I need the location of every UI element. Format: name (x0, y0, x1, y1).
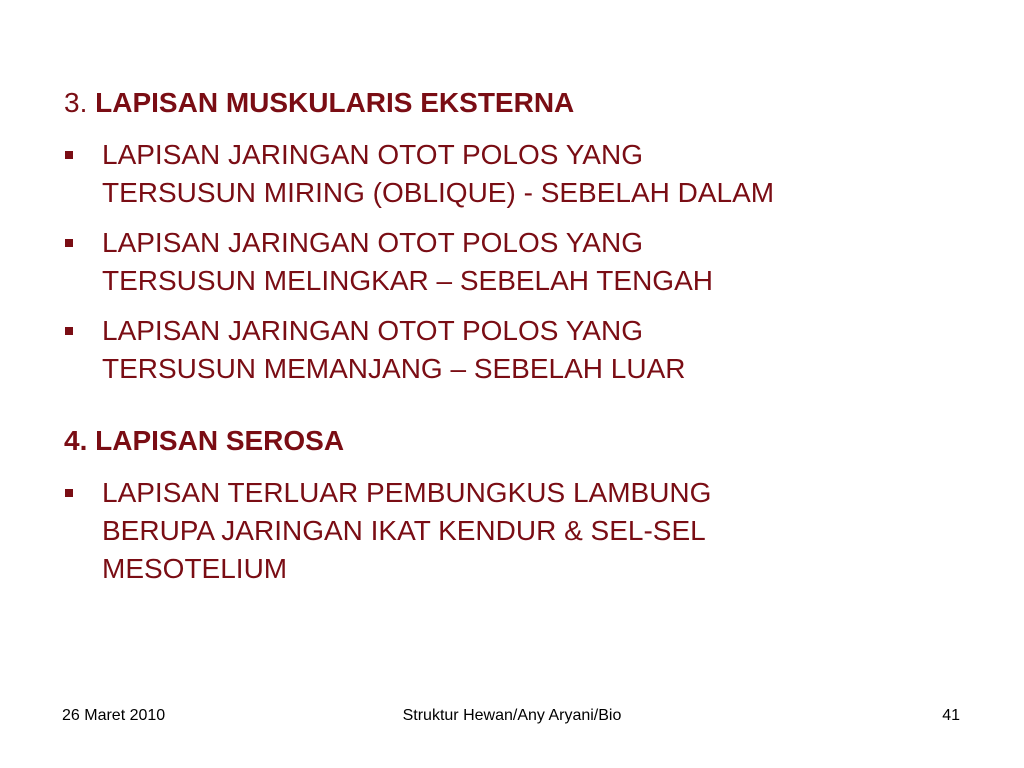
section-heading-4 (64, 422, 964, 462)
section-heading-3 (64, 84, 964, 124)
section-title: LAPISAN SEROSA (95, 425, 345, 456)
section-number: 3. (64, 87, 88, 118)
bullet-text-line: LAPISAN JARINGAN OTOT POLOS YANG (102, 315, 643, 346)
bullet-text-line: TERSUSUN MELINGKAR – SEBELAH TENGAH (102, 265, 713, 296)
section-title: LAPISAN MUSKULARIS EKSTERNA (95, 87, 575, 118)
bullet-list-serosa (64, 474, 964, 588)
list-item (64, 224, 964, 300)
section-number: 4. (64, 425, 88, 456)
bullet-text-line: MESOTELIUM (102, 553, 288, 584)
bullet-text-line: BERUPA JARINGAN IKAT KENDUR & SEL-SEL (102, 515, 706, 546)
bullet-text-line: LAPISAN TERLUAR PEMBUNGKUS LAMBUNG (102, 477, 712, 508)
section-spacer (64, 388, 964, 422)
bullet-text-line: LAPISAN JARINGAN OTOT POLOS YANG (102, 139, 643, 170)
bullet-text-line: LAPISAN JARINGAN OTOT POLOS YANG (102, 227, 643, 258)
list-item (64, 136, 964, 212)
square-bullet-icon (65, 151, 73, 159)
square-bullet-icon (65, 239, 73, 247)
bullet-text-line: TERSUSUN MIRING (OBLIQUE) - SEBELAH DALAM (102, 177, 775, 208)
list-item (64, 474, 964, 588)
list-item (64, 312, 964, 388)
bullet-list-muskularis (64, 136, 964, 388)
footer-date: 26 Maret 2010 (62, 707, 166, 724)
footer-author: Struktur Hewan/Any Aryani/Bio (402, 707, 622, 724)
bullet-text-line: TERSUSUN MEMANJANG – SEBELAH LUAR (102, 353, 686, 384)
page-number: 41 (942, 707, 960, 724)
square-bullet-icon (65, 327, 73, 335)
slide-body (64, 84, 964, 588)
square-bullet-icon (65, 489, 73, 497)
slide-footer (0, 707, 1024, 729)
